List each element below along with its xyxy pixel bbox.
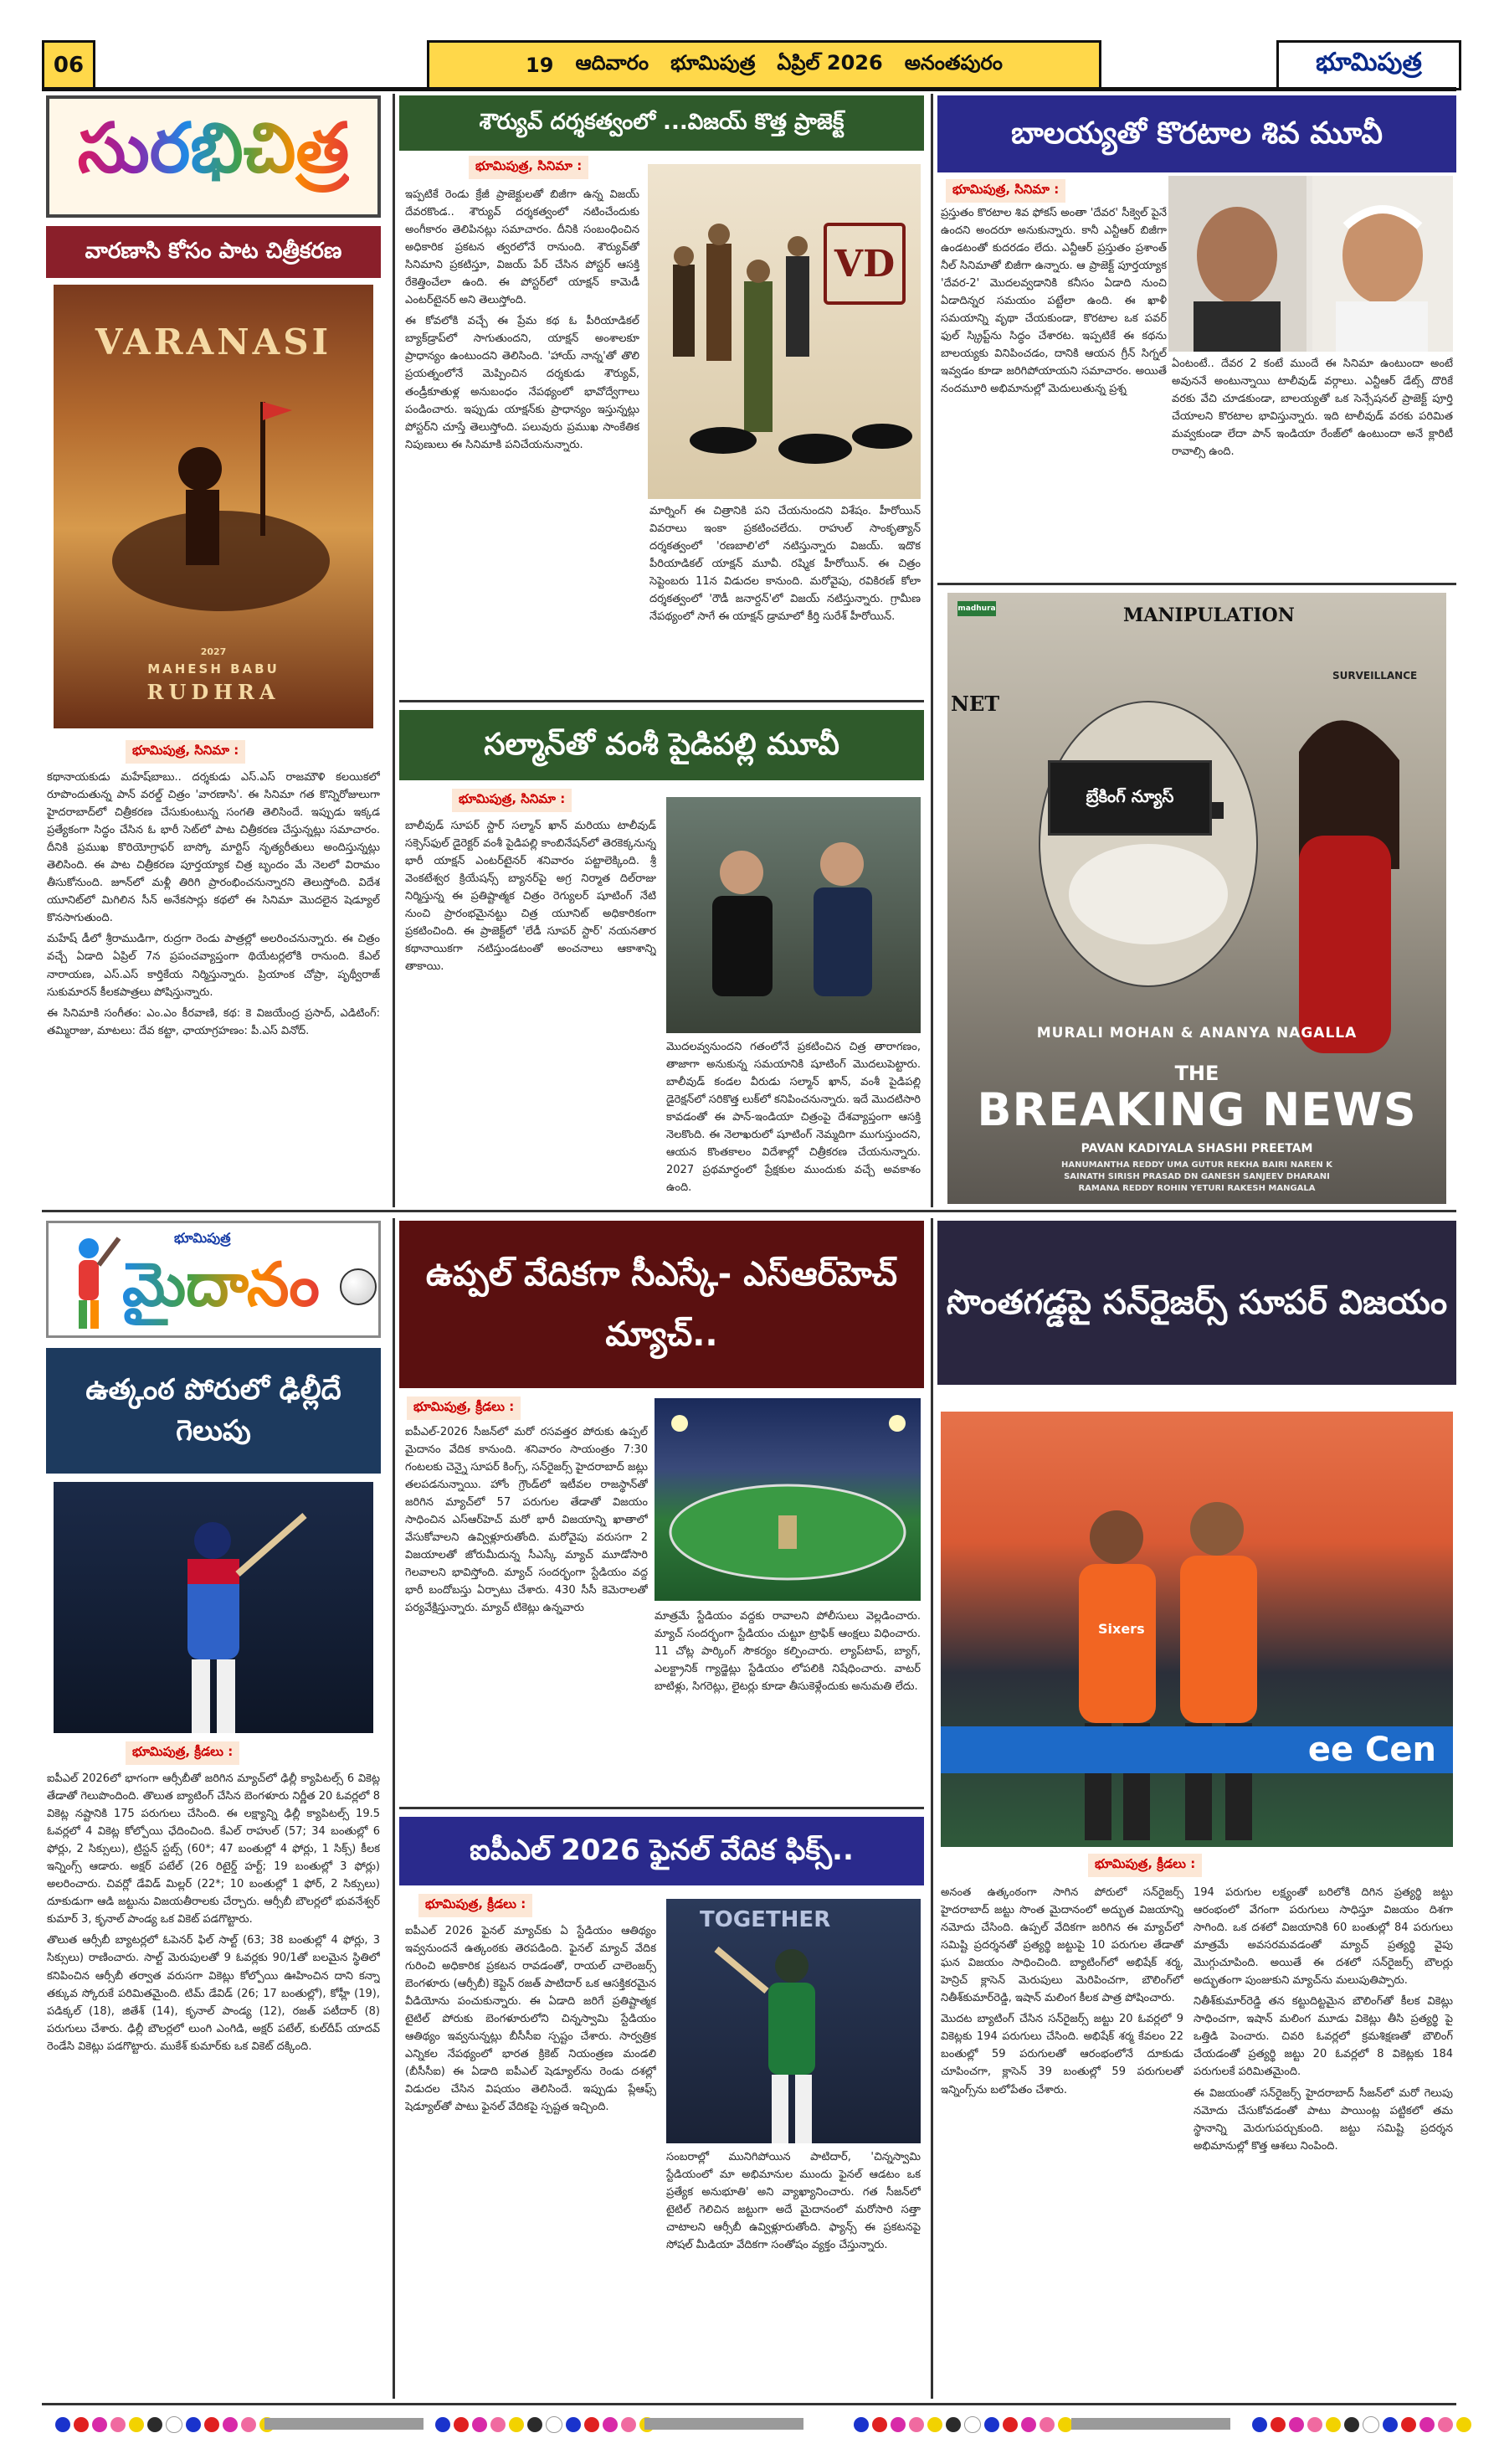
poster-subtitle: RUDHRA bbox=[146, 680, 280, 704]
color-registration-dots bbox=[435, 2416, 655, 2433]
registration-dot bbox=[110, 2417, 126, 2432]
section-divider bbox=[42, 1210, 1456, 1212]
registration-dot bbox=[1040, 2417, 1055, 2432]
article-salman-col1 bbox=[405, 817, 656, 1035]
registration-dot bbox=[1021, 2417, 1036, 2432]
registration-dot bbox=[527, 2417, 542, 2432]
poster-credits: RAMANA REDDY ROHIN YETURI RAKESH MANGALA bbox=[1078, 1184, 1316, 1193]
batsman-figure bbox=[54, 1482, 373, 1733]
registration-dot bbox=[1438, 2417, 1453, 2432]
registration-dot bbox=[204, 2417, 219, 2432]
registration-dot bbox=[472, 2417, 487, 2432]
article-final-col2 bbox=[666, 2148, 921, 2396]
registration-dot bbox=[621, 2417, 636, 2432]
column-divider bbox=[393, 1218, 395, 2399]
article-balayya-col1 bbox=[941, 204, 1167, 573]
article-srh-col1 bbox=[941, 1884, 1183, 2396]
article-uppal-col2 bbox=[655, 1608, 921, 1792]
byline: భూమిపుత్ర, సినిమా : bbox=[452, 789, 572, 812]
registration-dot bbox=[872, 2417, 887, 2432]
final-photo bbox=[666, 1899, 921, 2143]
headline-salman: సల్మాన్‌తో వంశీ పైడిపల్లి మూవీ bbox=[399, 710, 924, 780]
registration-dot bbox=[946, 2417, 961, 2432]
delhi-photo bbox=[54, 1482, 373, 1733]
article-salman-col2 bbox=[666, 1038, 921, 1202]
paragraph: మార్నింగ్ ఈ చిత్రానికి పని చేయనుందని విశేషం. హీరోయిన్ వివరాలు ఇంకా ప్రకటించలేదు. రాహుల్ సాంకృత్యాన్ దర్శకత్వంలో 'రణబాలి'లో నటిస్తున్నారు విజయ్. ఇదొక పీరియాడికల్ యాక్షన్ మూవీ. రష్మిక హీరోయిన్. ఈ చిత్రం సెప్టెంబరు 11న విడుదల కానుంది. మరోవైపు, రవికిరణ్ కోలా దర్శకత్వంలో 'రౌడీ జనార్దన్'లో విజయ్ నటిస్తున్నారు. గ్రామీణ నేపథ్యంలో సాగే ఈ యాక్షన్ డ్రామాలో కీర్తి సురేశ్ హీరోయిన్. bbox=[649, 505, 921, 624]
registration-dot bbox=[223, 2417, 238, 2432]
column-divider bbox=[393, 94, 395, 1207]
masthead-weekday: ఆదివారం bbox=[575, 51, 649, 75]
registration-dot bbox=[147, 2417, 162, 2432]
registration-dot bbox=[1383, 2417, 1398, 2432]
registration-dot bbox=[435, 2417, 450, 2432]
batter-figure bbox=[666, 1899, 921, 2143]
registration-dot bbox=[509, 2417, 524, 2432]
registration-dot bbox=[909, 2417, 924, 2432]
registration-dot bbox=[55, 2417, 70, 2432]
color-registration-dots bbox=[854, 2416, 1073, 2433]
registration-dot bbox=[454, 2417, 469, 2432]
registration-dot bbox=[566, 2417, 581, 2432]
poster-credits: SAINATH SIRISH PRASAD DN GANESH SANJEEV DHARANI bbox=[1064, 1172, 1330, 1181]
players-figures bbox=[941, 1412, 1453, 1847]
color-registration-dots bbox=[55, 2416, 275, 2433]
registration-dot bbox=[1456, 2417, 1471, 2432]
paragraph: ప్రస్తుతం కొరటాల శివ ఫోకస్ అంతా 'దేవర' సీక్వెల్ పైనే ఉందని అందరూ అనుకున్నారు. కానీ ఎన్టీఆర్ బిజీగా ఉండటంతో కుదరడం లేదు. ఎన్టీఆర్ ప్రస్తుతం ప్రశాంత్ నీల్ సినిమాతో బిజీగా ఉన్నారు. ఆ ప్రాజెక్ట్ పూర్తయ్యాక 'దేవర-2' మొదలవ్వడానికి కనీసం ఏడాది నుంచి ఏడాదిన్నర సమయం పట్టేలా ఉంది. ఈ ఖాళీ సమయాన్ని వృథా చేయకుండా, కొరటాల ఒక పవర్ ఫుల్ స్క్రిప్ట్‌ను సిద్ధం చేశారట. ఇప్పటికే ఈ కథను బాలయ్యకు వినిపించడం, దానికి ఆయన గ్రీన్ సిగ్నల్ ఇవ్వడం కూడా జరిగిపోయాయని సమాచారం. అయితే నందమూరి అభిమానుల్లో మెదులుతున్న ప్రశ్న bbox=[941, 207, 1167, 396]
paragraph: ఐపీఎల్-2026 సీజన్‌లో మరో రసవత్తర పోరుకు ఉప్పల్ మైదానం వేదిక కానుంది. శనివారం సాయంత్రం 7:30 గంటలకు చెన్నై సూపర్ కింగ్స్, సన్‌రైజర్స్ హైదరాబాద్ జట్లు తలపడనున్నాయి. హోం గ్రౌండ్‌లో ఇటీవల రాజస్థాన్‌తో జరిగిన మ్యాచ్‌లో 57 పరుగుల తేడాతో విజయం సాధించిన ఎస్ఆర్‌హెచ్ మరో భారీ విజయాన్ని ఖాతాలో వేసుకోవాలని ఉవ్విళ్లూరుతోంది. మరోవైపు వరుసగా 2 విజయాలతో జోరుమీదున్న సీఎస్కే మ్యాచ్ మూడోసారి గెలవాలని భావిస్తోంది. మ్యాచ్ సందర్భంగా స్టేడియం వద్ద భారీ బందోబస్తు ఏర్పాటు చేశారు. 430 సీసీ కెమెరాలతో పర్యవేక్షిస్తున్నారు. మ్యాచ్ టికెట్లు ఉన్నవారు bbox=[405, 1426, 648, 1615]
registration-dot bbox=[1271, 2417, 1286, 2432]
article-vijay-col2 bbox=[649, 502, 921, 693]
section-logo-sports bbox=[46, 1221, 381, 1338]
headline-uppal: ఉప్పల్ వేదికగా సీఎస్కే- ఎస్ఆర్‌హెచ్ మ్యాచ్.. bbox=[399, 1221, 924, 1388]
section-logo-cinema bbox=[46, 95, 381, 218]
byline: భూమిపుత్ర, క్రీడలు : bbox=[126, 1741, 239, 1765]
paragraph: ఈ సినిమాకి సంగీతం: ఎం.ఎం కీరవాణి, కథ: కె విజయేంద్ర ప్రసాద్, ఎడిటింగ్: తమ్మిరాజు, మాటలు: దేవ కట్టా, ఛాయాగ్రహణం: పీ.ఎస్ వినోద్. bbox=[47, 1006, 380, 1037]
photo-caption-text: TOGETHER bbox=[700, 1907, 831, 1932]
paragraph: ఈ కోవలోకి వచ్చే ఈ ప్రేమ కథ ఓ పీరియాడికల్ బ్యాక్‌డ్రాప్‌లో సాగుతుందని, యాక్షన్ అంశాలకూ ప్రాధాన్యం ఉంటుందని తెలిసింది. 'హాయ్ నాన్న'తో తొలి ప్రయత్నంలోనే మెప్పించిన దర్శకుడు శౌర్యువ్, తండ్రీకూతుళ్ల అనుబంధం నేపథ్యంలో భావోద్వేగాలు పండించారు. ఇప్పుడు యాక్షన్‌కు ప్రాధాన్యం ఇస్తున్నట్లు పోస్టర్‌ని చూస్తే తెలుస్తోంది. పలువురు ప్రముఖ సాంకేతిక నిపుణులు ఈ సినిమాకి పనిచేయనున్నారు. bbox=[405, 315, 639, 451]
poster-year: 2027 bbox=[200, 646, 227, 657]
masthead-place: అనంతపురం bbox=[904, 51, 1003, 75]
masthead-month: ఏప్రిల్ 2026 bbox=[777, 51, 883, 75]
byline: భూమిపుత్ర, సినిమా : bbox=[126, 740, 245, 764]
registration-dot bbox=[603, 2417, 618, 2432]
paragraph: కథానాయకుడు మహేష్‌బాబు.. దర్శకుడు ఎస్.ఎస్ రాజమౌళి కలయికలో రూపొందుతున్న పాన్ వరల్డ్ చిత్రం 'వారణాసి'. ఈ సినిమా గత కొన్నిరోజులుగా హైదరాబాద్‌లో చిత్రీకరణ చేసుకుంటున్న సంగతి తెలిసిందే. ఇప్పుడు ఇక్కడ ప్రత్యేకంగా సిద్ధం చేసిన ఓ భారీ సెట్‌లో పాట చిత్రీకరణ చేస్తున్నట్లు సమాచారం. దీనికి ప్రముఖ కొరియోగ్రాఫర్ బాస్కో మార్టిస్ నృత్యరీతులు అందిస్తున్నట్లు తెలిసింది. ఈ పాట చిత్రీకరణ పూర్తయ్యాక చిత్ర బృందం మే నెలలో విరామం తీసుకోనుంది. జూన్‌లో మళ్లీ తిరిగి ప్రారంభించనున్నారని తెలుస్తోంది. విదేశ యూనిట్‌లో మిగిలిన సీన్ అనేకసార్లు కథలో ఈ సినిమా మొదలైన షెడ్యూల్ కొనసాగుతుంది. bbox=[47, 771, 380, 925]
registration-dot bbox=[964, 2416, 981, 2433]
poster-title: VARANASI bbox=[95, 322, 332, 363]
article-final-col1 bbox=[405, 1922, 656, 2396]
article-vijay-col1 bbox=[405, 186, 639, 688]
registration-dot bbox=[1003, 2417, 1018, 2432]
poster-credits: HANUMANTHA REDDY UMA GUTUR REKHA BAIRI NAREN K bbox=[1060, 1160, 1333, 1170]
poster-credit: MAHESH BABU bbox=[147, 661, 280, 676]
story-divider bbox=[937, 583, 1456, 585]
registration-dot bbox=[166, 2416, 182, 2433]
byline: భూమిపుత్ర, క్రీడలు : bbox=[1088, 1854, 1202, 1877]
varanasi-poster bbox=[54, 285, 373, 728]
paragraph: అనంత ఉత్కంఠంగా సాగిన పోరులో సన్‌రైజర్స్ హైదరాబాద్ జట్టు సొంత మైదానంలో అద్భుత విజయాన్ని నమోదు చేసింది. ఉప్పల్ వేదికగా జరిగిన ఈ మ్యాచ్‌లో సమిష్టి ప్రదర్శనతో ప్రత్యర్థి జట్టుపై 10 పరుగుల తేడాతో ఘన విజయం సాధించింది. బ్యాటింగ్‌లో అభిషేక్ శర్మ, హెన్రిచ్ క్లాసెన్ మెరుపులు మెరిపించగా, బౌలింగ్‌లో నితీశ్‌కుమార్‌రెడ్డి, ఇషాన్ మలింగ కీలక పాత్ర పోషించారు. bbox=[941, 1886, 1183, 2005]
headline-balayya: బాలయ్యతో కొరటాల శివ మూవీ bbox=[937, 95, 1456, 172]
headline-vijay: శౌర్యువ్ దర్శకత్వంలో ...విజయ్ కొత్త ప్రాజెక్ట్ bbox=[399, 95, 924, 151]
poster-tag-sub: SURVEILLANCE bbox=[1332, 670, 1418, 682]
poster-screen-text: బ్రేకింగ్ న్యూస్ bbox=[1048, 760, 1212, 836]
registration-dot bbox=[927, 2417, 942, 2432]
article-varanasi bbox=[47, 769, 380, 1204]
registration-dot bbox=[129, 2417, 144, 2432]
registration-dot bbox=[74, 2417, 89, 2432]
poster-the: THE bbox=[1174, 1062, 1219, 1085]
paragraph: సంబరాల్లో మునిగిపోయిన పాటిదార్, 'చిన్నస్వామి స్టేడియంలో మా అభిమానుల ముందు ఫైనల్ ఆడటం ఒక ప్రత్యేక అనుభూతి' అని వ్యాఖ్యానించారు. గత సీజన్‌లో టైటిల్ గెలిచిన జట్టుగా అదే మైదానంలో మరోసారి సత్తా చాటాలని ఆర్సీబీ ఉవ్విళ్లూరుతోంది. ఫ్యాన్స్ ఈ ప్రకటనపై సోషల్ మీడియా వేదికగా సంతోషం వ్యక్తం చేస్తున్నారు. bbox=[666, 2151, 921, 2252]
jersey-text: Sixers bbox=[1098, 1621, 1145, 1637]
balayya-photo bbox=[1168, 176, 1453, 352]
story-divider bbox=[399, 1807, 924, 1809]
paragraph: ఇప్పటికే రెండు క్రేజీ ప్రాజెక్టులతో బిజీగా ఉన్న విజయ్ దేవరకొండ.. శౌర్యువ్ దర్శకత్వంలో నటించేందుకు అంగీకారం తెలిపినట్లు సమాచారం. దీనికి సంబంధించిన అధికారిక ప్రకటన త్వరలోనే రానుంది. శౌర్యువ్‌తో సినిమాని ప్రకటిస్తూ, విజయ్ పేర్ చేసిన పోస్టర్ ఆసక్తి రేకెత్తించేలా ఉంది. ఈ పోస్టర్‌లో యాక్షన్ కామెడీ ఎంటర్‌టైనర్ అని తెలుస్తోంది. bbox=[405, 188, 639, 307]
poster-figures bbox=[648, 164, 921, 499]
byline: భూమిపుత్ర, సినిమా : bbox=[469, 156, 588, 179]
headline-delhi: ఉత్కంఠ పోరులో ఢిల్లీదే గెలుపు bbox=[46, 1348, 381, 1474]
paragraph: మొదట బ్యాటింగ్ చేసిన సన్‌రైజర్స్ జట్టు 20 ఓవర్లలో 9 వికెట్లకు 194 పరుగులు చేసింది. అభిషేక్ శర్మ కేవలం 22 బంతుల్లో 59 పరుగులతో ఆరంభంలోనే దూకుడు చూపించగా, క్లాసెన్ 39 బంతుల్లో 59 పరుగులతో ఇన్నింగ్స్‌ను బలోపేతం చేశారు. bbox=[941, 2013, 1183, 2096]
registration-dot bbox=[1344, 2417, 1359, 2432]
page-number: 06 bbox=[42, 40, 95, 90]
header-rule bbox=[42, 87, 1456, 91]
registration-dot bbox=[92, 2417, 107, 2432]
paragraph: ఈ విజయంతో సన్‌రైజర్స్ హైదరాబాద్ సీజన్‌లో మరో గెలుపు నమోదు చేసుకోవడంతో పాటు పాయింట్ల పట్టికలో తమ స్థానాన్ని మెరుగుపర్చుకుంది. జట్టు సమిష్టి ప్రదర్శన అభిమానుల్లో కొత్త ఆశలు నింపింది. bbox=[1194, 2086, 1453, 2153]
byline: భూమిపుత్ర, సినిమా : bbox=[946, 179, 1065, 203]
registration-dot bbox=[1363, 2416, 1379, 2433]
byline: భూమిపుత్ర, క్రీడలు : bbox=[418, 1894, 532, 1917]
registration-bar bbox=[644, 2418, 803, 2430]
poster-title: BREAKING NEWS bbox=[977, 1083, 1417, 1136]
poster-paper-label: NET bbox=[951, 692, 1000, 716]
registration-dot bbox=[490, 2417, 506, 2432]
ad-banner: ee Cen bbox=[941, 1726, 1453, 1773]
sports-logo-small: భూమిపుత్ర bbox=[174, 1230, 231, 1246]
color-registration-dots bbox=[1252, 2416, 1471, 2433]
registration-bar bbox=[1071, 2418, 1230, 2430]
paragraph: 194 పరుగుల లక్ష్యంతో బరిలోకి దిగిన ప్రత్యర్థి జట్టు ఆరంభంలో వేగంగా పరుగులు సాధిస్తూ విజయం దిశగా సాగింది. ఒక దశలో విజయానికి 60 బంతుల్లో 84 పరుగులు మాత్రమే అవసరమవడంతో మ్యాచ్ ప్రత్యర్థి వైపు మొగ్గుచూపింది. అయితే ఈ దశలో సన్‌రైజర్స్ బౌలర్లు అద్భుతంగా పుంజుకుని మ్యాచ్‌ను మలుపుతిప్పారు. bbox=[1194, 1886, 1453, 1988]
registration-dot bbox=[186, 2417, 201, 2432]
byline: భూమిపుత్ర, క్రీడలు : bbox=[407, 1397, 521, 1420]
section-title-cinema: సురభిచిత్ర bbox=[78, 108, 349, 205]
paragraph: ఐపీఎల్ 2026 ఫైనల్ మ్యాచ్‌కు ఏ స్టేడియం ఆతిథ్యం ఇవ్వనుందనే ఉత్కంఠకు తెరపడింది. ఫైనల్ మ్యాచ్ వేదిక గురించి అధికారిక ప్రకటన రావడంతో, రాయల్ చాలెంజర్స్ బెంగళూరు (ఆర్సీబీ) కెప్టెన్ రజత్ పాటిదార్ ఒక ఆసక్తికరమైన వీడియోను పంచుకున్నారు. ఈ ఏడాది జరిగే ప్రతిష్టాత్మక టైటిల్ పోరుకు బెంగళూరులోని చిన్నస్వామి స్టేడియం ఆతిథ్యం ఇవ్వనున్నట్లు బీసీసీఐ స్పష్టం చేశారు. సార్వత్రిక ఎన్నికల నేపథ్యంలో భారత క్రికెట్ నియంత్రణ మండలి (బీసీసీఐ) ఈ ఏడాది ఐపీఎల్ షెడ్యూల్‌ను రెండు దశల్లో విడుదల చేసిన విషయం తెలిసిందే. ఇప్పుడు ప్లేఆఫ్స్ షెడ్యూల్‌తో పాటు ఫైనల్ వేదికపై స్పష్టత ఇచ్చింది. bbox=[405, 1925, 656, 2114]
paper-logo: భూమిపుత్ర bbox=[1276, 40, 1461, 90]
section-title-sports: మైదానం bbox=[122, 1248, 320, 1335]
registration-dot bbox=[546, 2416, 562, 2433]
breaking-news-poster bbox=[947, 593, 1446, 1204]
paragraph: తొలుత ఆర్సీబీ బ్యాటర్లలో ఓపెనర్ ఫిల్ సాల్ట్ (63; 38 బంతుల్లో 4 ఫోర్లు, 3 సిక్సులు) రాణించారు. సాల్ట్ మెరుపులతో 9 ఓవర్లకు 90/1తో బలమైన స్థితిలో కనిపించిన ఆర్సీబీ తర్వాత వరుసగా వికెట్లు కోల్పోయి ఊహించిన దాని కన్నా తక్కువ స్కోరుకే పరిమితమైంది. టిమ్ డేవిడ్ (26; 17 బంతుల్లో), కోహ్లీ (19), పడిక్కల్ (18), జితేశ్ (14), కృనాల్ పాండ్య (12), రజత్ పటీదార్ (8) పరుగులు చేశారు. ఢిల్లీ బౌలర్లలో లుంగి ఎంగిడి, అక్షర్ పటేల్, కుల్‌దీప్ యాదవ్ రెండేసి వికెట్లు పడగొట్టారు. ముకేశ్ కుమార్‌కు ఒక వికెట్ దక్కింది. bbox=[47, 1934, 380, 2053]
paragraph: ఐపీఎల్ 2026లో భాగంగా ఆర్సీబీతో జరిగిన మ్యాచ్‌లో ఢిల్లీ క్యాపిటల్స్ 6 వికెట్ల తేడాతో గెలుపొందింది. తొలుత బ్యాటింగ్ చేసిన బెంగళూరు నిర్ణీత 20 ఓవర్లలో 8 వికెట్ల నష్టానికి 175 పరుగులు చేసింది. ఈ లక్ష్యాన్ని ఢిల్లీ క్యాపిటల్స్ 19.5 ఓవర్లలో 4 వికెట్ల కోల్పోయి ఛేదించింది. కేఎల్ రాహుల్ (57; 34 బంతుల్లో 6 ఫోర్లు, 2 సిక్సులు), ట్రిస్టన్ స్టబ్స్ (60*; 47 బంతుల్లో 4 ఫోర్లు, 1 సిక్స్) కీలక ఇన్నింగ్స్ ఆడారు. అక్షర్ పటేల్ (26 రిటైర్డ్ హర్ట్; 19 బంతుల్లో 3 ఫోర్లు) అలరించారు. చివర్లో డేవిడ్ మిల్లర్ (22*; 10 బంతుల్లో 1 ఫోర్, 2 సిక్సులు) దూకుడుగా ఆడి జట్టును విజయతీరాలకు చేర్చారు. ఆర్సీబీ బౌలర్లలో భువనేశ్వర్ కుమార్ 3, కృనాల్ పాండ్య ఒక వికెట్ పడగొట్టారు. bbox=[47, 1772, 380, 1926]
headline-varanasi: వారణాసి కోసం పాట చిత్రీకరణ bbox=[46, 226, 381, 278]
poster-logo: VD bbox=[824, 223, 906, 305]
registration-dot bbox=[854, 2417, 869, 2432]
registration-dot bbox=[1401, 2417, 1416, 2432]
photo-faces bbox=[1168, 176, 1453, 352]
registration-dot bbox=[984, 2417, 999, 2432]
column-divider bbox=[931, 94, 933, 1207]
paragraph: మాత్రమే స్టేడియం వద్దకు రావాలని పోలీసులు వెల్లడించారు. మ్యాచ్ సందర్భంగా స్టేడియం చుట్టూ ట్రాఫిక్ ఆంక్షలు విధించారు. 11 చోట్ల పార్కింగ్ సౌకర్యం కల్పించారు. ల్యాప్‌టాప్, బ్యాగ్, ఎలక్ట్రానిక్ గ్యాడ్జెట్లు స్టేడియం లోపలికి నిషేధించారు. వాటర్ బాటిళ్లు, సిగరెట్లు, లైటర్లు కూడా తీసుకెళ్లేందుకు అనుమతి లేదు. bbox=[655, 1610, 921, 1694]
registration-dot bbox=[891, 2417, 906, 2432]
poster-tag: MANIPULATION bbox=[1123, 604, 1295, 626]
headline-srh: సొంతగడ్డపై సన్‌రైజర్స్ సూపర్ విజయం bbox=[937, 1221, 1456, 1385]
photo-figures bbox=[666, 797, 921, 1033]
article-srh-col2 bbox=[1194, 1884, 1453, 2396]
registration-bar bbox=[264, 2418, 424, 2430]
paragraph: మహేష్ డీలో శ్రీరాముడిగా, రుద్రగా రెండు పాత్రల్లో అలరించనున్నారు. ఈ చిత్రం వచ్చే ఏడాది ఏప్రిల్ 7న ప్రపంచవ్యాప్తంగా థియేటర్లలోకి రానుంది. కేఎల్ నారాయణ, ఎస్.ఎస్ కార్తికేయ నిర్మిస్తున్నారు. ప్రియాంక చోప్రా, పృథ్వీరాజ్ సుకుమారన్ కీలకపాత్రలు పోషిస్తున్నారు. bbox=[47, 933, 380, 999]
article-uppal-col1 bbox=[405, 1423, 648, 1792]
poster-director: PAVAN KADIYALA SHASHI PREETAM bbox=[1081, 1142, 1313, 1155]
football-icon bbox=[340, 1268, 377, 1305]
masthead-strip bbox=[427, 40, 1101, 90]
story-divider bbox=[399, 700, 924, 702]
registration-dot bbox=[241, 2417, 256, 2432]
article-delhi bbox=[47, 1770, 380, 2398]
registration-dot bbox=[1307, 2417, 1322, 2432]
poster-badge: madhura bbox=[957, 601, 996, 616]
vijay-poster bbox=[648, 164, 921, 499]
cricketer-icon bbox=[55, 1232, 122, 1332]
registration-dot bbox=[1419, 2417, 1435, 2432]
registration-dot bbox=[1326, 2417, 1341, 2432]
salman-photo bbox=[666, 797, 921, 1033]
stadium-art bbox=[655, 1398, 921, 1601]
article-balayya-col2 bbox=[1172, 355, 1453, 573]
stadium-photo bbox=[655, 1398, 921, 1601]
registration-dot bbox=[1289, 2417, 1304, 2432]
paragraph: బాలీవుడ్ సూపర్ స్టార్ సల్మాన్ ఖాన్ మరియు టాలీవుడ్ సక్సెస్‌ఫుల్ డైరెక్టర్ వంశీ పైడిపల్లి కాంబినేషన్‌లో తెరకెక్కనున్న భారీ యాక్షన్ ఎంటర్‌టైనర్ శనివారం పట్టాలెక్కింది. శ్రీ వెంకటేశ్వర క్రియేషన్స్ బ్యానర్‌పై అగ్ర నిర్మాత దిల్‌రాజు నిర్మిస్తున్న ఈ ప్రతిష్టాత్మక చిత్రం రెగ్యులర్ షూటింగ్ నేటి నుంచి ప్రారంభమైనట్టు చిత్ర యూనిట్ అధికారికంగా ప్రకటించింది. ఈ ప్రాజెక్ట్‌లో 'లేడీ సూపర్ స్టార్' నయనతార కథానాయికగా నటిస్తుండటంతో అంచనాలు ఆకాశాన్ని తాకాయి. bbox=[405, 820, 656, 974]
paragraph: నితీశ్‌కుమార్‌రెడ్డి తన కట్టుదిట్టమైన బౌలింగ్‌తో కీలక వికెట్లు సాధించగా, ఇషాన్ మలింగ మూడు వికెట్లు తీసి ప్రత్యర్థి పై ఒత్తిడి పెంచారు. చివరి ఓవర్లలో క్రమశిక్షణతో బౌలింగ్ చేయడంతో ప్రత్యర్థి జట్టు 20 ఓవర్లలో 8 వికెట్లకు 184 పరుగులకే పరిమితమైంది. bbox=[1194, 1995, 1453, 2079]
paragraph: మొదలవ్వనుందని గతంలోనే ప్రకటించిన చిత్ర తారాగణం, తాజాగా అనుకున్న సమయానికి షూటింగ్ మొదలుపెట్టారు. బాలీవుడ్ కండల వీరుడు సల్మాన్ ఖాన్, వంశీ పైడిపల్లి డైరెక్షన్‌లో సరికొత్త లుక్‌లో కనిపించనున్నారు. ఇదే మొదటిసారి కావడంతో ఈ పాన్-ఇండియా చిత్రంపై దేశవ్యాప్తంగా ఆసక్తి నెలకొంది. ఈ నెలాఖరులో షూటింగ్ నెమ్మదిగా ముగుస్తుందని, ఆయన కొంతకాలం విదేశాల్లో చిత్రీకరణ చేయనున్నారు. 2027 ప్రథమార్ధంలో ప్రేక్షకుల ముందుకు వచ్చే అవకాశం ఉంది. bbox=[666, 1041, 921, 1195]
registration-dot bbox=[584, 2417, 599, 2432]
masthead-paper: భూమిపుత్ర bbox=[670, 51, 756, 75]
registration-dot bbox=[1252, 2417, 1267, 2432]
srh-photo bbox=[941, 1412, 1453, 1847]
poster-cast: MURALI MOHAN & ANANYA NAGALLA bbox=[1036, 1025, 1358, 1042]
masthead-date: 19 bbox=[526, 54, 554, 77]
paragraph: ఏంటంటే.. దేవర 2 కంటే ముందే ఈ సినిమా ఉంటుందా అంటే అవుననే అంటున్నాయి టాలీవుడ్ వర్గాలు. ఎన్టీఆర్ డేట్స్ దొరికే వరకు వేచి చూడకుండా, బాలయ్యతో ఒక సెన్సేషనల్ ప్రాజెక్ట్ పూర్తి చేయాలని కొరటాల భావిస్తున్నారు. ఇది టాలీవుడ్ వరకు పరిమిత మవ్వకుండా లేదా పాన్ ఇండియా రేంజ్‌లో ఉంటుందా అనే క్లారిటీ రావాల్సి ఉంది. bbox=[1172, 358, 1453, 459]
footer-rule bbox=[42, 2403, 1456, 2405]
headline-final: ఐపీఎల్ 2026 ఫైనల్ వేదిక ఫిక్స్.. bbox=[399, 1817, 924, 1885]
column-divider bbox=[931, 1218, 933, 2399]
